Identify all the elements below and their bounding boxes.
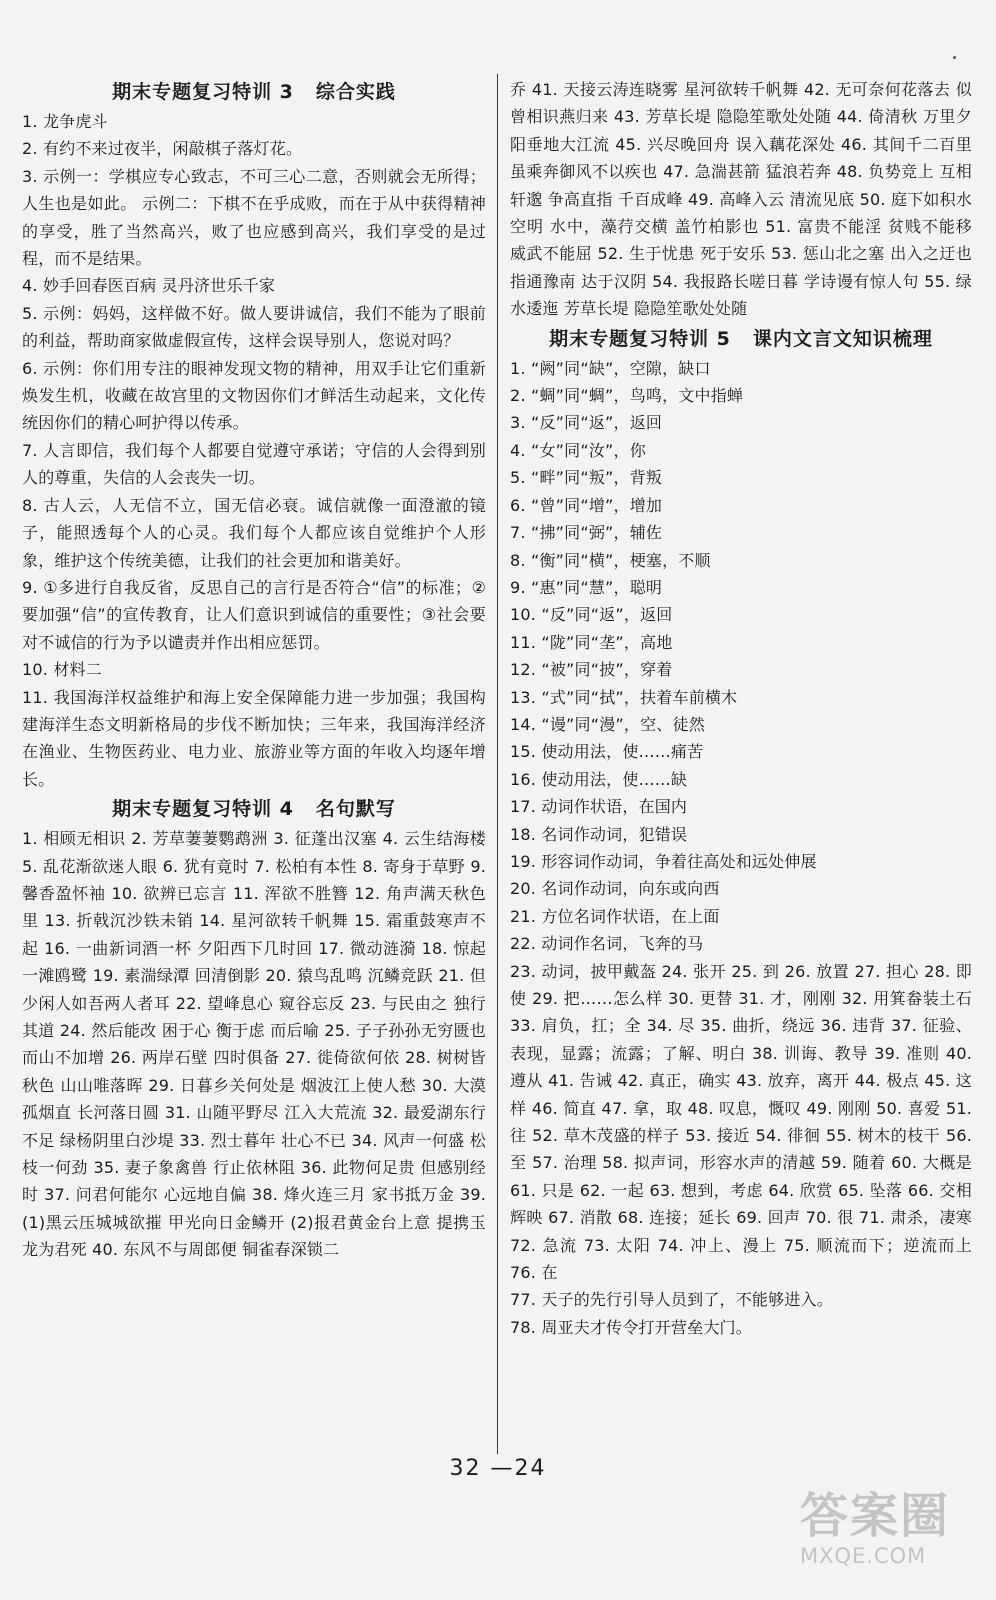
- section4-title: 期末专题复习特训 4: [112, 798, 294, 821]
- answer-item: 9. ①多进行自我反省，反思自己的言行是否符合“信”的标准；②要加强“信”的宣传教育，让人们意识到诚信的重要性；③社会要对不诚信的行为予以谴责并作出相应惩罚。: [22, 577, 486, 652]
- answer-item: 17. 动词作状语，在国内: [510, 797, 688, 817]
- watermark-logo: 答案圈: [800, 1488, 951, 1544]
- section4-answers: 1. 相顾无相识 2. 芳草萋萋鹦鹉洲 3. 征蓬出汉塞 4. 云生结海楼 5. 乱花渐欲迷人眼 6. 犹有竟时 7. 松柏有本性 8. 寄身于草野 9. 馨香盈怀袖 10. 欲辨已忘言 11. 浑欲不胜簪 12. 角声满天秋色里 13. 折戟沉沙铁未销 14. 星河欲转千帆舞 15. 霜重鼓寒声不起 16. 一曲新词酒一杯 夕阳西下几时回 17. 微动涟漪 18. 惊起一滩鸥鹭 19. 素湍绿潭 回清倒影 20. 猿鸟乱鸣 沉鳞竞跃 21. 但少闲人如吾两人者耳 22. 望峰息心 窥谷忘反 23. 与民由之 独行其道 24. 然后能改 困于心 衡于虑 而后喻 25. 子子孙孙无穷匮也 而山不加增 26. 两岸石壁 四时俱备 27. 徙倚欲何依 28. 树树皆秋色 山山唯落晖 29. 日暮乡关何处是 烟波江上使人愁 30. 大漠孤烟直 长河落日圆 31. 山随平野尽 江入大荒流 32. 最爱湖东行不足 绿杨阴里白沙堤 33. 烈士暮年 壮心不已 34. 风声一何盛 松枝一何劲 35. 妻子象禽兽 行止依林阻 36. 此物何足贵 但感别经时 37. 问君何能尔 心远地自偏 38. 烽火连三月 家书抵万金 39. (1)黑云压城城欲摧 甲光向日金鳞开 (2)报君黄金台上意 提携玉龙为君死 40. 东风不与周郎便 铜雀春深锁二: [22, 829, 486, 1260]
- answer-item: 5. 示例：妈妈，这样做不好。做人要讲诚信，我们不能为了眼前的利益，帮助商家做虚假宣传，这样会误导别人，您说对吗？: [22, 303, 486, 351]
- answer-item: 22. 动词作名词，飞奔的马: [510, 934, 704, 954]
- answer-item: 1. 龙争虎斗: [22, 112, 108, 131]
- answer-item: 11. “陇”同“垄”，高地: [510, 632, 673, 652]
- section4-heading: [22, 793, 486, 825]
- site-watermark: [800, 1488, 960, 1588]
- answer-item: 9. “惠”同“慧”，聪明: [510, 577, 663, 597]
- answer-item: 4. “女”同“汝”，你: [510, 440, 646, 460]
- answer-item: 16. 使动用法，使……缺: [510, 769, 688, 789]
- section5-answers: [510, 355, 972, 1342]
- section5-subtitle: 课内文言文知识梳理: [752, 327, 933, 350]
- answer-item: 18. 名词作动词，犯错误: [510, 824, 688, 844]
- answer-item: 20. 名词作动词，向东或向西: [510, 879, 720, 899]
- section5-heading: [510, 323, 972, 355]
- answer-item: 78. 周亚夫才传令打开营垒大门。: [510, 1317, 752, 1337]
- scan-speck: [953, 56, 956, 59]
- answer-item: 5. “畔”同“叛”，背叛: [510, 468, 663, 488]
- answer-item: 2. “蜩”同“蜩”，鸟鸣，文中指蝉: [510, 386, 744, 406]
- column-divider: [497, 74, 498, 1454]
- answer-item: 2. 有约不来过夜半，闲敲棋子落灯花。: [22, 139, 303, 159]
- answer-item: 11. 我国海洋权益维护和海上安全保障能力进一步加强；我国构建海洋生态文明新格局的步伐不断加快；三年来，我国海洋经济在渔业、生物医药业、电力业、旅游业等方面的年收入均逐年增长。: [22, 687, 486, 789]
- section4-subtitle: 名句默写: [315, 798, 396, 821]
- answer-item: 15. 使动用法，使……痛苦: [510, 742, 704, 762]
- answer-item: 4. 妙手回春医百病 灵丹济世乐千家: [22, 276, 276, 296]
- answer-item: 21. 方位名词作状语，在上面: [510, 906, 720, 926]
- left-column: [22, 76, 486, 1264]
- answer-item: 10. “反”同“返”，返回: [510, 605, 673, 625]
- answer-item: 8. “衡”同“横”，梗塞，不顺: [510, 550, 711, 570]
- section3-subtitle: 综合实践: [315, 81, 396, 103]
- section3-answers: [22, 108, 486, 793]
- watermark-url: MXQE.COM: [800, 1544, 927, 1568]
- answer-item: 7. 人言即信，我们每个人都要自觉遵守承诺；守信的人会得到别人的尊重，失信的人会丧失一切。: [22, 440, 486, 488]
- right-column: [510, 76, 972, 1341]
- answer-item: 12. “被”同“披”，穿着: [510, 660, 673, 680]
- answer-item: 1. “阙”同“缺”，空隙，缺口: [510, 358, 711, 378]
- answer-item: 3. 示例一：学棋应专心致志，不可三心二意，否则就会无所得；人生也是如此。 示例二：下棋不在乎成败，而在于从中获得精神的享受，胜了当然高兴，败了也应感到高兴，我们享受的是过程，而不是结果。: [22, 166, 486, 269]
- section3-heading: [22, 76, 486, 108]
- answer-item: 3. “反”同“返”，返回: [510, 413, 663, 433]
- answer-item: 77. 天子的先行引导人员到了，不能够进入。: [510, 1290, 833, 1310]
- answer-item: 10. 材料二: [22, 660, 102, 680]
- page-number: 32 —24: [449, 1456, 547, 1481]
- section3-title: 期末专题复习特训 3: [112, 81, 294, 103]
- answer-item: 6. 示例：你们用专注的眼神发现文物的精神，用双手让它们重新焕发生机，收藏在故宫里的文物因你们才鲜活生动起来，文化传统因你们的精心呵护得以传承。: [22, 358, 486, 433]
- section4-answers-continued: 乔 41. 天接云涛连晓雾 星河欲转千帆舞 42. 无可奈何花落去 似曾相识燕归来 43. 芳草长堤 隐隐笙歌处处随 44. 倚清秋 万里夕阳垂地大江流 45. 兴尽晚回舟 误入藕花深处 46. 其间千二百里 虽乘奔御风不以疾也 47. 急湍甚箭 猛浪若奔 48. 负势竞上 互相轩邈 争高直指 千百成峰 49. 高峰入云 清流见底 50. 庭下如积水空明 水中，藻荇交横 盖竹柏影也 51. 富贵不能淫 贫贱不能移 威武不能屈 52. 生于忧患 死于安乐 53. 惩山北之塞 出入之迂也 指通豫南 达于汉阴 54. 我报路长嗟日暮 学诗谩有惊人句 55. 绿水逶迤 芳草长堤 隐隐笙歌处处随: [510, 80, 972, 319]
- section5-title: 期末专题复习特训 5: [549, 327, 731, 350]
- answer-item: 7. “拂”同“弼”，辅佐: [510, 523, 663, 543]
- answer-item: 13. “式”同“拭”，扶着车前横木: [510, 687, 738, 707]
- answer-item: 8. 古人云，人无信不立，国无信必衰。诚信就像一面澄澈的镜子，能照透每个人的心灵。我们每个人都应该自觉维护个人形象，维护这个传统美德，让我们的社会更加和谐美好。: [22, 495, 486, 570]
- answer-run: 23. 动词，披甲戴盔 24. 张开 25. 到 26. 放置 27. 担心 28. 即使 29. 把……怎么样 30. 更替 31. 才，刚刚 32. 用箕畚装土石 33. 肩负，扛；全 34. 尽 35. 曲折，绕远 36. 违背 37. 征验、表现，显露；流露；了解、明白 38. 训诲、教导 39. 准则 40. 遵从 41. 告诫 42. 真正，确实 43. 放弃，离开 44. 极点 45. 这样 46. 简直 47. 拿，取 48. 叹息，慨叹 49. 刚刚 50. 喜爱 51. 往 52. 草木茂盛的样子 53. 接近 54. 徘徊 55. 树木的枝干 56. 至 57. 治理 58. 拟声词，形容水声的清越 59. 随着 60. 大概是 61. 只是 62. 一起 63. 想到，考虑 64. 欣赏 65. 坠落 66. 交相辉映 67. 消散 68. 连接；延长 69. 回声 70. 很 71. 肃杀，凄寒 72. 急流 73. 太阳 74. 冲上、漫上 75. 顺流而下；逆流而上 76. 在: [510, 961, 972, 1283]
- answer-item: 14. “谩”同“漫”，空、徒然: [510, 714, 705, 734]
- answer-item: 19. 形容词作动词，争着往高处和远处伸展: [510, 851, 817, 871]
- answer-item: 6. “曾”同“增”，增加: [510, 495, 663, 515]
